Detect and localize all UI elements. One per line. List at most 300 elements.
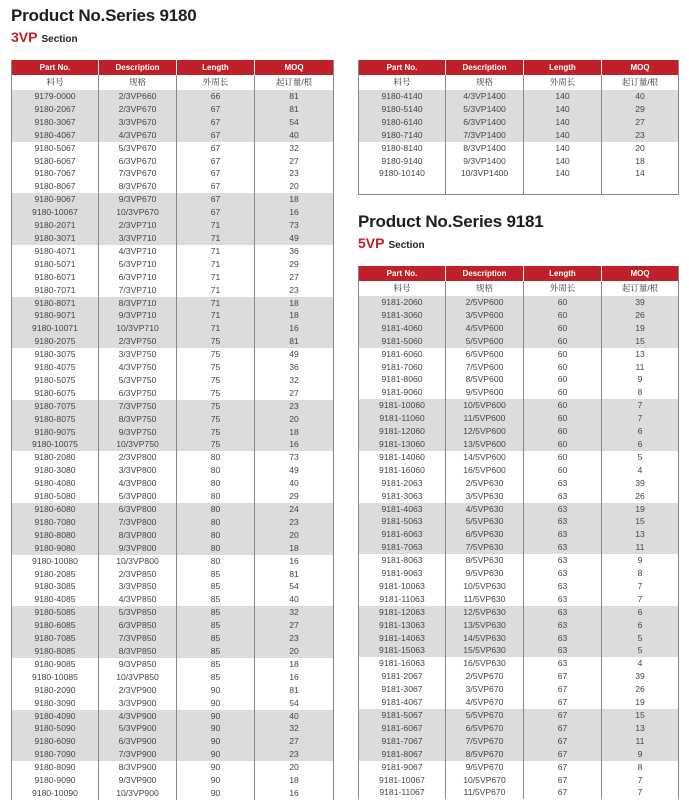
moq-cell: 40 <box>602 90 679 103</box>
subheader-moq: 起订量/根 <box>602 281 679 296</box>
moq-cell: 39 <box>602 296 679 309</box>
length-cell: 85 <box>177 580 255 593</box>
part-no-cell: 9180-2085 <box>12 568 99 581</box>
part-no-cell: 9181-9067 <box>359 761 446 774</box>
description-cell: 2/3VP750 <box>99 335 177 348</box>
length-cell: 63 <box>524 477 602 490</box>
description-cell: 13/5VP630 <box>446 619 524 632</box>
length-cell: 85 <box>177 671 255 684</box>
length-cell: 80 <box>177 451 255 464</box>
length-cell: 80 <box>177 477 255 490</box>
part-no-cell: 9180-4090 <box>12 710 99 723</box>
length-cell: 90 <box>177 722 255 735</box>
description-cell: 11/5VP630 <box>446 593 524 606</box>
description-cell: 9/3VP710 <box>99 309 177 322</box>
length-cell: 60 <box>524 412 602 425</box>
description-cell: 5/5VP670 <box>446 709 524 722</box>
description-cell: 6/3VP750 <box>99 387 177 400</box>
moq-cell: 18 <box>255 542 334 555</box>
length-cell: 90 <box>177 710 255 723</box>
part-no-cell: 9180-2067 <box>12 103 99 116</box>
length-cell: 67 <box>177 142 255 155</box>
length-cell: 63 <box>524 606 602 619</box>
subheader-row <box>12 75 334 90</box>
part-no-cell: 9180-2075 <box>12 335 99 348</box>
table-row <box>12 735 334 748</box>
length-cell: 67 <box>177 129 255 142</box>
section-word: Section <box>41 34 78 45</box>
part-no-cell: 9180-10140 <box>359 167 446 180</box>
description-cell: 15/5VP630 <box>446 644 524 657</box>
part-no-cell: 9181-12063 <box>359 606 446 619</box>
table-row <box>12 710 334 723</box>
table-row <box>12 503 334 516</box>
table-row <box>359 528 679 541</box>
moq-cell: 16 <box>255 438 334 451</box>
table-row <box>12 374 334 387</box>
part-no-cell: 9180-5140 <box>359 103 446 116</box>
moq-cell: 13 <box>602 348 679 361</box>
part-no-cell: 9181-13063 <box>359 619 446 632</box>
length-cell: 63 <box>524 541 602 554</box>
description-cell: 10/5VP670 <box>446 774 524 787</box>
moq-cell: 20 <box>602 142 679 155</box>
moq-cell: 27 <box>255 155 334 168</box>
header-row <box>12 60 334 75</box>
description-cell: 10/3VP900 <box>99 787 177 800</box>
length-cell: 60 <box>524 361 602 374</box>
part-no-cell: 9181-10063 <box>359 580 446 593</box>
length-cell: 60 <box>524 373 602 386</box>
table-row <box>359 399 679 412</box>
part-no-cell: 9180-5075 <box>12 374 99 387</box>
length-cell: 67 <box>524 722 602 735</box>
table-row <box>12 748 334 761</box>
moq-cell: 5 <box>602 632 679 645</box>
length-cell: 80 <box>177 516 255 529</box>
description-cell: 2/5VP600 <box>446 296 524 309</box>
table-row <box>359 774 679 787</box>
length-cell: 63 <box>524 567 602 580</box>
header-row <box>359 60 679 75</box>
length-cell: 63 <box>524 490 602 503</box>
moq-cell: 20 <box>255 180 334 193</box>
description-cell: 9/3VP1400 <box>446 155 524 168</box>
part-no-cell: 9181-6063 <box>359 528 446 541</box>
length-cell: 67 <box>524 709 602 722</box>
moq-cell: 11 <box>602 735 679 748</box>
col-part-no: Part No. <box>12 60 99 75</box>
moq-cell: 8 <box>602 567 679 580</box>
part-no-cell: 9180-4075 <box>12 361 99 374</box>
description-cell: 4/3VP900 <box>99 710 177 723</box>
moq-cell: 7 <box>602 412 679 425</box>
description-cell: 6/3VP710 <box>99 271 177 284</box>
table-row <box>12 103 334 116</box>
description-cell: 9/5VP630 <box>446 567 524 580</box>
table-row <box>359 438 679 451</box>
moq-cell: 40 <box>255 477 334 490</box>
moq-cell: 19 <box>602 696 679 709</box>
part-no-cell: 9181-4063 <box>359 503 446 516</box>
length-cell: 60 <box>524 464 602 477</box>
description-cell: 4/5VP600 <box>446 322 524 335</box>
length-cell: 67 <box>177 103 255 116</box>
moq-cell: 9 <box>602 373 679 386</box>
description-cell: 8/3VP670 <box>99 180 177 193</box>
length-cell: 63 <box>524 554 602 567</box>
description-cell: 8/5VP630 <box>446 554 524 567</box>
table-row <box>359 425 679 438</box>
description-cell: 3/5VP600 <box>446 309 524 322</box>
description-cell: 10/3VP1400 <box>446 167 524 180</box>
description-cell: 8/3VP900 <box>99 761 177 774</box>
part-no-cell: 9180-4080 <box>12 477 99 490</box>
length-cell: 140 <box>524 103 602 116</box>
table-row <box>359 709 679 722</box>
moq-cell: 81 <box>255 90 334 103</box>
moq-cell: 39 <box>602 670 679 683</box>
moq-cell: 27 <box>255 619 334 632</box>
moq-cell: 18 <box>255 426 334 439</box>
part-no-cell: 9180-8080 <box>12 529 99 542</box>
subheader-moq: 起订量/根 <box>602 75 679 90</box>
table-row <box>359 580 679 593</box>
table-row <box>12 658 334 671</box>
table-row <box>359 348 679 361</box>
description-cell: 11/5VP600 <box>446 412 524 425</box>
moq-cell: 16 <box>255 671 334 684</box>
moq-cell: 5 <box>602 451 679 464</box>
part-no-cell: 9180-7075 <box>12 400 99 413</box>
table-row <box>359 142 679 155</box>
table-row <box>12 645 334 658</box>
moq-cell: 36 <box>255 361 334 374</box>
description-cell: 4/5VP630 <box>446 503 524 516</box>
col-moq: MOQ <box>602 266 679 281</box>
description-cell: 5/3VP670 <box>99 142 177 155</box>
description-cell: 8/3VP1400 <box>446 142 524 155</box>
length-cell: 71 <box>177 322 255 335</box>
table-row <box>12 761 334 774</box>
part-no-cell: 9181-4067 <box>359 696 446 709</box>
part-no-cell: 9181-9060 <box>359 386 446 399</box>
part-no-cell: 9181-7063 <box>359 541 446 554</box>
table-row <box>12 619 334 632</box>
table-row <box>12 490 334 503</box>
part-no-cell: 9180-5071 <box>12 258 99 271</box>
description-cell: 2/3VP800 <box>99 451 177 464</box>
moq-cell: 8 <box>602 761 679 774</box>
table-9181-5vp <box>358 266 679 799</box>
subheader-description: 规格 <box>99 75 177 90</box>
description-cell: 8/3VP710 <box>99 297 177 310</box>
part-no-cell: 9181-11060 <box>359 412 446 425</box>
moq-cell: 15 <box>602 335 679 348</box>
moq-cell: 29 <box>602 103 679 116</box>
part-no-cell: 9180-8085 <box>12 645 99 658</box>
length-cell: 71 <box>177 219 255 232</box>
table-row <box>359 373 679 386</box>
moq-cell: 32 <box>255 142 334 155</box>
length-cell: 85 <box>177 593 255 606</box>
moq-cell: 7 <box>602 774 679 787</box>
description-cell: 12/5VP600 <box>446 425 524 438</box>
description-cell: 6/5VP670 <box>446 722 524 735</box>
table-row <box>12 593 334 606</box>
description-cell: 9/3VP670 <box>99 193 177 206</box>
empty-cell <box>359 180 446 195</box>
part-no-cell: 9180-10067 <box>12 206 99 219</box>
moq-cell: 15 <box>602 515 679 528</box>
table-row <box>359 683 679 696</box>
moq-cell: 15 <box>602 709 679 722</box>
moq-cell: 19 <box>602 322 679 335</box>
moq-cell: 24 <box>255 503 334 516</box>
empty-cell <box>524 180 602 195</box>
table-row <box>12 348 334 361</box>
moq-cell: 6 <box>602 425 679 438</box>
part-no-cell: 9180-2071 <box>12 219 99 232</box>
moq-cell: 23 <box>602 129 679 142</box>
table-row <box>12 232 334 245</box>
table-row <box>359 296 679 309</box>
col-length: Length <box>177 60 255 75</box>
length-cell: 85 <box>177 568 255 581</box>
moq-cell: 81 <box>255 103 334 116</box>
description-cell: 2/5VP630 <box>446 477 524 490</box>
length-cell: 67 <box>177 116 255 129</box>
moq-cell: 13 <box>602 528 679 541</box>
description-cell: 5/3VP710 <box>99 258 177 271</box>
table-row <box>12 438 334 451</box>
moq-cell: 18 <box>255 297 334 310</box>
table-row <box>12 529 334 542</box>
description-cell: 3/5VP670 <box>446 683 524 696</box>
moq-cell: 23 <box>255 284 334 297</box>
description-cell: 4/3VP670 <box>99 129 177 142</box>
part-no-cell: 9180-9067 <box>12 193 99 206</box>
length-cell: 63 <box>524 515 602 528</box>
moq-cell: 32 <box>255 606 334 619</box>
length-cell: 90 <box>177 697 255 710</box>
description-cell: 2/3VP660 <box>99 90 177 103</box>
table-row <box>12 477 334 490</box>
length-cell: 67 <box>177 206 255 219</box>
moq-cell: 36 <box>255 245 334 258</box>
table-row <box>12 361 334 374</box>
moq-cell: 23 <box>255 167 334 180</box>
description-cell: 8/5VP670 <box>446 748 524 761</box>
section-word: Section <box>388 240 425 251</box>
part-no-cell: 9180-5067 <box>12 142 99 155</box>
length-cell: 63 <box>524 619 602 632</box>
table-row <box>12 258 334 271</box>
description-cell: 6/3VP670 <box>99 155 177 168</box>
col-part-no: Part No. <box>359 60 446 75</box>
part-no-cell: 9180-3080 <box>12 464 99 477</box>
part-no-cell: 9181-4060 <box>359 322 446 335</box>
moq-cell: 40 <box>255 593 334 606</box>
moq-cell: 26 <box>602 683 679 696</box>
table-row <box>12 516 334 529</box>
subheader-length: 外周长 <box>524 281 602 296</box>
part-no-cell: 9180-10090 <box>12 787 99 800</box>
table-row <box>359 657 679 670</box>
part-no-cell: 9180-4071 <box>12 245 99 258</box>
moq-cell: 6 <box>602 606 679 619</box>
description-cell: 9/5VP600 <box>446 386 524 399</box>
description-cell: 13/5VP600 <box>446 438 524 451</box>
part-no-cell: 9181-5067 <box>359 709 446 722</box>
length-cell: 71 <box>177 284 255 297</box>
description-cell: 5/5VP630 <box>446 515 524 528</box>
part-no-cell: 9181-11063 <box>359 593 446 606</box>
length-cell: 60 <box>524 451 602 464</box>
part-no-cell: 9180-7080 <box>12 516 99 529</box>
length-cell: 71 <box>177 258 255 271</box>
table-row <box>359 761 679 774</box>
table-row <box>12 116 334 129</box>
table-row <box>12 774 334 787</box>
table-row <box>359 670 679 683</box>
description-cell: 3/5VP630 <box>446 490 524 503</box>
description-cell: 4/3VP750 <box>99 361 177 374</box>
description-cell: 4/3VP800 <box>99 477 177 490</box>
part-no-cell: 9181-15063 <box>359 644 446 657</box>
length-cell: 67 <box>177 155 255 168</box>
moq-cell: 16 <box>255 206 334 219</box>
length-cell: 85 <box>177 632 255 645</box>
table-row <box>12 309 334 322</box>
description-cell: 5/3VP900 <box>99 722 177 735</box>
description-cell: 3/3VP710 <box>99 232 177 245</box>
table-row <box>359 735 679 748</box>
description-cell: 8/3VP750 <box>99 413 177 426</box>
moq-cell: 27 <box>255 271 334 284</box>
part-no-cell: 9180-4067 <box>12 129 99 142</box>
description-cell: 11/5VP670 <box>446 786 524 799</box>
length-cell: 75 <box>177 438 255 451</box>
table-row <box>359 567 679 580</box>
part-no-cell: 9181-13060 <box>359 438 446 451</box>
part-no-cell: 9180-3071 <box>12 232 99 245</box>
moq-cell: 20 <box>255 645 334 658</box>
part-no-cell: 9180-7140 <box>359 129 446 142</box>
part-no-cell: 9180-5090 <box>12 722 99 735</box>
subheader-length: 外周长 <box>524 75 602 90</box>
series-9180-title: Product No.Series 9180 <box>11 6 197 25</box>
moq-cell: 18 <box>255 193 334 206</box>
length-cell: 80 <box>177 542 255 555</box>
series-9181-title: Product No.Series 9181 <box>358 212 544 231</box>
length-cell: 80 <box>177 464 255 477</box>
moq-cell: 29 <box>255 258 334 271</box>
series-9180-section <box>11 29 78 47</box>
description-cell: 7/3VP750 <box>99 400 177 413</box>
part-no-cell: 9180-9090 <box>12 774 99 787</box>
table-row <box>359 644 679 657</box>
section-code: 3VP <box>11 29 38 45</box>
part-no-cell: 9180-2080 <box>12 451 99 464</box>
part-no-cell: 9180-10071 <box>12 322 99 335</box>
length-cell: 67 <box>177 180 255 193</box>
length-cell: 60 <box>524 425 602 438</box>
table-row <box>12 606 334 619</box>
col-description: Description <box>99 60 177 75</box>
part-no-cell: 9181-8067 <box>359 748 446 761</box>
part-no-cell: 9181-14063 <box>359 632 446 645</box>
table-row <box>12 206 334 219</box>
table-row <box>12 180 334 193</box>
length-cell: 75 <box>177 335 255 348</box>
table-row <box>12 697 334 710</box>
length-cell: 60 <box>524 296 602 309</box>
moq-cell: 81 <box>255 568 334 581</box>
description-cell: 10/3VP750 <box>99 438 177 451</box>
moq-cell: 27 <box>255 735 334 748</box>
length-cell: 75 <box>177 400 255 413</box>
subheader-part-no: 料号 <box>359 281 446 296</box>
description-cell: 6/5VP600 <box>446 348 524 361</box>
length-cell: 63 <box>524 580 602 593</box>
length-cell: 67 <box>524 748 602 761</box>
description-cell: 16/5VP630 <box>446 657 524 670</box>
length-cell: 67 <box>524 696 602 709</box>
table-row <box>359 90 679 103</box>
part-no-cell: 9180-6080 <box>12 503 99 516</box>
part-no-cell: 9180-3075 <box>12 348 99 361</box>
moq-cell: 16 <box>255 787 334 800</box>
description-cell: 3/3VP900 <box>99 697 177 710</box>
part-no-cell: 9180-6090 <box>12 735 99 748</box>
moq-cell: 6 <box>602 438 679 451</box>
description-cell: 7/3VP850 <box>99 632 177 645</box>
moq-cell: 8 <box>602 386 679 399</box>
part-no-cell: 9181-14060 <box>359 451 446 464</box>
moq-cell: 26 <box>602 490 679 503</box>
description-cell: 4/3VP850 <box>99 593 177 606</box>
description-cell: 14/5VP630 <box>446 632 524 645</box>
length-cell: 75 <box>177 361 255 374</box>
moq-cell: 7 <box>602 786 679 799</box>
description-cell: 8/3VP800 <box>99 529 177 542</box>
table-row <box>359 167 679 180</box>
moq-cell: 32 <box>255 374 334 387</box>
part-no-cell: 9181-9063 <box>359 567 446 580</box>
length-cell: 140 <box>524 90 602 103</box>
description-cell: 6/3VP1400 <box>446 116 524 129</box>
description-cell: 10/3VP670 <box>99 206 177 219</box>
part-no-cell: 9181-3060 <box>359 309 446 322</box>
description-cell: 2/3VP710 <box>99 219 177 232</box>
length-cell: 67 <box>524 761 602 774</box>
part-no-cell: 9180-10080 <box>12 555 99 568</box>
part-no-cell: 9181-10060 <box>359 399 446 412</box>
part-no-cell: 9180-8090 <box>12 761 99 774</box>
moq-cell: 29 <box>255 490 334 503</box>
col-moq: MOQ <box>602 60 679 75</box>
col-moq: MOQ <box>255 60 334 75</box>
length-cell: 63 <box>524 632 602 645</box>
part-no-cell: 9180-5085 <box>12 606 99 619</box>
description-cell: 3/3VP850 <box>99 580 177 593</box>
col-description: Description <box>446 60 524 75</box>
description-cell: 2/3VP850 <box>99 568 177 581</box>
table-row <box>359 129 679 142</box>
length-cell: 71 <box>177 297 255 310</box>
moq-cell: 16 <box>255 555 334 568</box>
